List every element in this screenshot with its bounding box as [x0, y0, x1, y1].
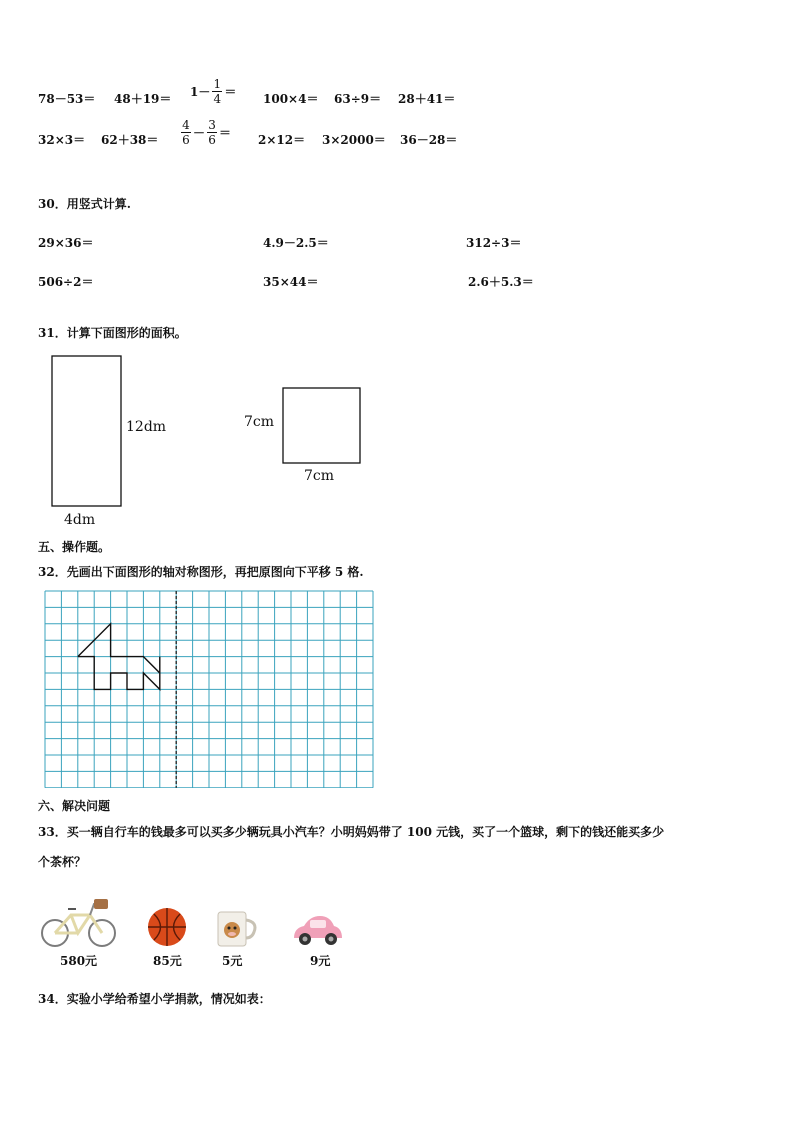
bicycle-price: 580元 [60, 954, 98, 968]
denominator: 6 [182, 133, 190, 147]
denominator: 6 [208, 133, 216, 147]
question-31-title: 31．计算下面图形的面积。 [38, 326, 187, 340]
calc-item: 100×4＝ [263, 92, 319, 106]
vertical-calc-item: 4.9－2.5＝ [263, 236, 329, 250]
section-5-heading: 五、操作题。 [38, 540, 111, 554]
calc-whole: 1－ [190, 85, 211, 99]
calc-item: 62＋38＝ [101, 133, 159, 147]
numerator: 4 [182, 118, 190, 132]
question-33-line1: 33．买一辆自行车的钱最多可以买多少辆玩具小汽车？小明妈妈带了 100 元钱，买了一个篮球，剩下的钱还能买多少 [38, 825, 665, 839]
question-34-title: 34．实验小学给希望小学捐款，情况如表： [38, 992, 271, 1006]
question-33-line2: 个茶杯？ [38, 855, 87, 869]
rect-height-label: 12dm [126, 419, 167, 435]
calc-item: 63÷9＝ [334, 92, 382, 106]
numerator: 3 [208, 118, 216, 132]
calc-item: 48＋19＝ [114, 92, 172, 106]
calc-item: 32×3＝ [38, 133, 86, 147]
square-bottom-label: 7cm [304, 468, 335, 484]
vertical-calc-item: 2.6＋5.3＝ [468, 275, 534, 289]
square-figure [283, 388, 360, 463]
numerator: 1 [213, 77, 222, 91]
basketball-icon [146, 906, 188, 948]
teacup-icon [214, 908, 260, 950]
calc-item: 28＋41＝ [398, 92, 456, 106]
square-side-label: 7cm [244, 414, 275, 430]
vertical-calc-item: 312÷3＝ [466, 236, 522, 250]
question-30-title: 30．用竖式计算. [38, 197, 131, 211]
section-6-heading: 六、解决问题 [38, 799, 111, 813]
minus-sign: － [193, 126, 206, 140]
equals: ＝ [219, 126, 232, 140]
area-figures [0, 0, 794, 560]
toy-car-icon [290, 912, 344, 948]
vertical-calc-item: 506÷2＝ [38, 275, 94, 289]
vertical-calc-item: 29×36＝ [38, 236, 94, 250]
square-grid [44, 590, 374, 788]
question-32-title: 32．先画出下面图形的轴对称图形，再把原图向下平移 5 格. [38, 565, 364, 579]
bicycle-icon [38, 895, 120, 947]
calc-item: 2×12＝ [258, 133, 306, 147]
rect-width-label: 4dm [64, 512, 96, 528]
calc-item: 3×2000＝ [322, 133, 386, 147]
vertical-calc-item: 35×44＝ [263, 275, 319, 289]
calc-item: 78－53＝ [38, 92, 96, 106]
toy-car-price: 9元 [310, 954, 331, 968]
basketball-price: 85元 [153, 954, 182, 968]
rectangle-figure [52, 356, 121, 506]
denominator: 4 [213, 92, 222, 106]
equals: ＝ [224, 85, 237, 99]
teacup-price: 5元 [222, 954, 243, 968]
calc-item: 36－28＝ [400, 133, 458, 147]
